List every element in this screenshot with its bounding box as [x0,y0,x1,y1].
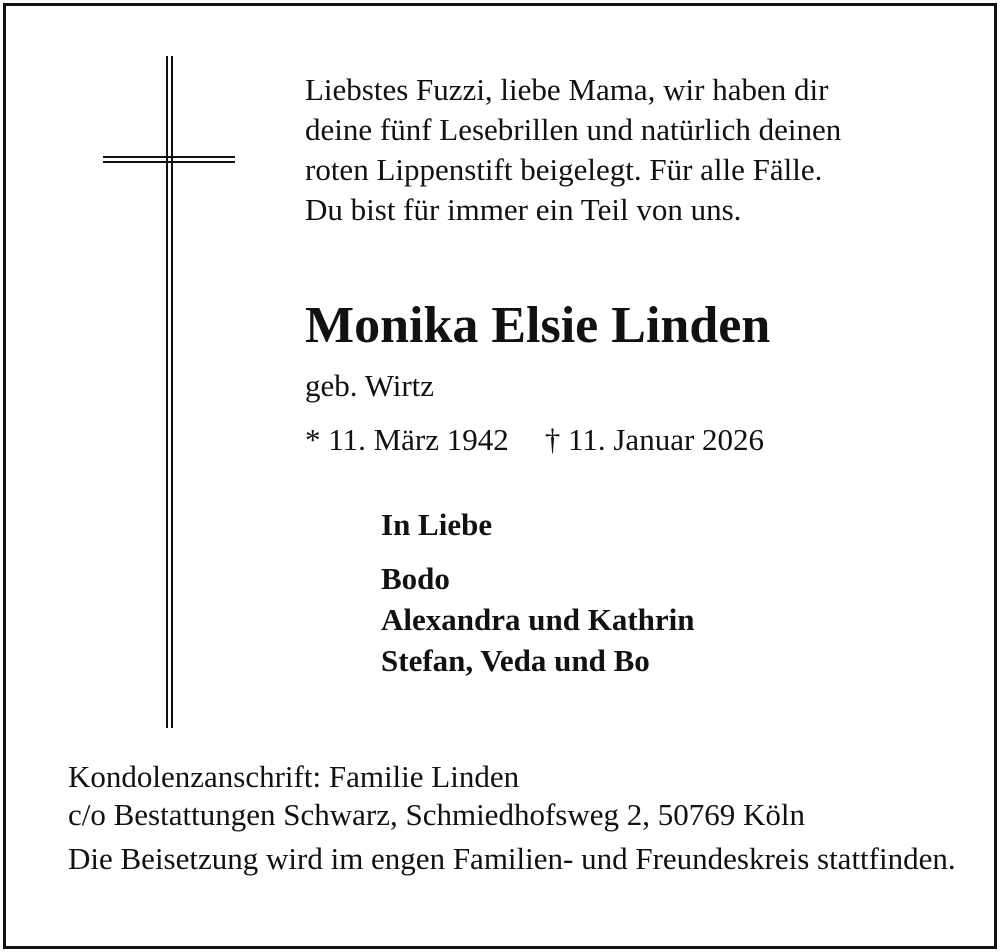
birth-date: * 11. März 1942 [305,422,509,457]
funeral-note: Die Beisetzung wird im engen Familien- und Freundeskreis stattfinden. [68,841,956,876]
obituary-notice [3,3,997,949]
farewell-quote [305,70,965,230]
death-date: † 11. Januar 2026 [544,422,765,457]
deceased-name: Monika Elsie Linden [305,297,771,354]
mourner-name: Alexandra und Kathrin [381,602,695,637]
quote-line: Liebstes Fuzzi, liebe Mama, wir haben dir [305,72,829,107]
quote-line: deine fünf Lesebrillen und natürlich deinen [305,112,842,147]
condolence-address-detail: c/o Bestattungen Schwarz, Schmiedhofsweg 2, 50769 Köln [68,797,805,832]
mourners-list [381,558,695,681]
footer-info [68,758,968,878]
quote-line: Du bist für immer ein Teil von uns. [305,192,742,227]
cross-horizontal-line [103,156,235,158]
mourner-name: Stefan, Veda und Bo [381,643,650,678]
mourner-name: Bodo [381,561,450,596]
birth-name: geb. Wirtz [305,368,435,403]
cross-horizontal-line [103,161,235,163]
life-dates [305,420,764,460]
signature-intro: In Liebe [381,507,493,542]
quote-line: roten Lippenstift beigelegt. Für alle Fälle. [305,152,823,187]
condolence-address: Kondolenzanschrift: Familie Linden [68,759,520,794]
